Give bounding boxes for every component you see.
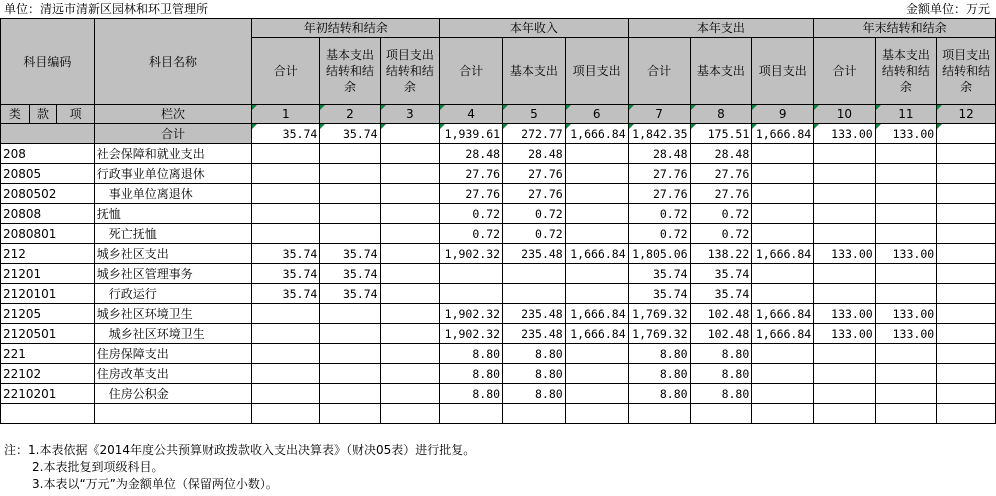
amount-cell xyxy=(565,264,628,284)
note-line: 3.本表以“万元”为金额单位（保留两位小数）。 xyxy=(32,477,278,491)
amount-cell xyxy=(320,164,380,184)
amount-cell xyxy=(814,364,875,384)
amount-cell xyxy=(252,324,320,344)
amount-cell xyxy=(252,224,320,244)
amount-cell xyxy=(937,224,996,244)
subject-code-cell: 21205 xyxy=(1,304,95,324)
amount-cell xyxy=(440,284,503,304)
group-header-income: 本年收入 xyxy=(440,19,628,38)
amount-cell: 8.80 xyxy=(503,364,566,384)
amount-cell: 235.48 xyxy=(503,244,566,264)
amount-cell: 133.00 xyxy=(875,304,936,324)
amount-cell xyxy=(565,224,628,244)
amount-cell: 27.76 xyxy=(440,184,503,204)
subject-name-cell: 城乡社区环境卫生 xyxy=(94,304,251,324)
col-header-begin-basic: 基本支出结转和结余 xyxy=(320,38,380,105)
total-row-code xyxy=(1,124,95,144)
amount-cell xyxy=(875,204,936,224)
amount-cell xyxy=(320,224,380,244)
subject-name-cell: 城乡社区环境卫生 xyxy=(94,324,251,344)
subject-code-cell: 20805 xyxy=(1,164,95,184)
amount-cell xyxy=(752,384,814,404)
group-header-begin: 年初结转和结余 xyxy=(252,19,440,38)
amount-cell: 35.74 xyxy=(252,284,320,304)
amount-cell: 35.74 xyxy=(320,264,380,284)
amount-cell xyxy=(875,404,936,424)
amount-cell: 27.76 xyxy=(440,164,503,184)
col-header-code: 科目编码 xyxy=(1,19,95,105)
amount-cell xyxy=(380,364,440,384)
col-header-expense-total: 合计 xyxy=(628,38,690,105)
amount-cell: 1,902.32 xyxy=(440,304,503,324)
col-number-cell: 2 xyxy=(320,105,380,124)
amount-cell: 28.48 xyxy=(503,144,566,164)
amount-cell: 27.76 xyxy=(628,184,690,204)
amount-cell: 0.72 xyxy=(690,224,752,244)
col-number-cell: 3 xyxy=(380,105,440,124)
amount-cell xyxy=(380,404,440,424)
amount-cell: 27.76 xyxy=(503,184,566,204)
col-header-income-total: 合计 xyxy=(440,38,503,105)
amount-cell: 1,666.84 xyxy=(565,304,628,324)
amount-cell xyxy=(252,364,320,384)
col-number-cell: 4 xyxy=(440,105,503,124)
amount-cell xyxy=(380,264,440,284)
col-number-cell: 1 xyxy=(252,105,320,124)
amount-cell: 133.00 xyxy=(814,244,875,264)
amount-cell xyxy=(252,164,320,184)
amount-cell xyxy=(252,384,320,404)
subject-name-cell: 事业单位离退休 xyxy=(94,184,251,204)
amount-cell xyxy=(380,384,440,404)
amount-cell xyxy=(380,204,440,224)
amount-cell: 8.80 xyxy=(440,384,503,404)
amount-cell xyxy=(875,344,936,364)
amount-cell xyxy=(503,284,566,304)
table-row xyxy=(1,304,996,324)
col-header-begin-project: 项目支出结转和结余 xyxy=(380,38,440,105)
amount-cell: 235.48 xyxy=(503,304,566,324)
amount-cell xyxy=(440,404,503,424)
amount-cell: 8.80 xyxy=(440,364,503,384)
amount-cell xyxy=(503,264,566,284)
amount-cell: 1,666.84 xyxy=(565,324,628,344)
amount-cell xyxy=(320,144,380,164)
table-row xyxy=(1,384,996,404)
table-row xyxy=(1,284,996,304)
subject-name-cell: 死亡抚恤 xyxy=(94,224,251,244)
amount-cell: 8.80 xyxy=(628,364,690,384)
amount-cell: 1,666.84 xyxy=(565,244,628,264)
subject-name-cell: 抚恤 xyxy=(94,204,251,224)
amount-cell xyxy=(814,184,875,204)
amount-cell xyxy=(752,184,814,204)
subject-code-cell: 2080502 xyxy=(1,184,95,204)
amount-cell xyxy=(937,324,996,344)
amount-cell xyxy=(565,164,628,184)
amount-cell xyxy=(565,384,628,404)
amount-cell: 28.48 xyxy=(628,144,690,164)
amount-cell xyxy=(565,344,628,364)
amount-cell xyxy=(875,384,936,404)
col-header-end-project: 项目支出结转和结余 xyxy=(937,38,996,105)
money-unit-label: 金额单位：万元 xyxy=(905,2,990,16)
amount-cell xyxy=(875,264,936,284)
amount-cell: 0.72 xyxy=(440,204,503,224)
subject-code-cell: 2080801 xyxy=(1,224,95,244)
amount-cell: 35.74 xyxy=(320,244,380,264)
col-header-income-project: 项目支出 xyxy=(565,38,628,105)
amount-cell xyxy=(875,144,936,164)
col-header-lei: 类 xyxy=(1,105,30,124)
amount-cell xyxy=(252,144,320,164)
amount-cell: 133.00 xyxy=(814,304,875,324)
subject-name-cell: 住房保障支出 xyxy=(94,344,251,364)
group-header-end: 年末结转和结余 xyxy=(814,19,996,38)
amount-cell: 1,666.84 xyxy=(752,324,814,344)
table-row xyxy=(1,244,996,264)
subject-code-cell: 2120501 xyxy=(1,324,95,344)
amount-cell xyxy=(380,244,440,264)
amount-cell xyxy=(380,284,440,304)
amount-cell: 1,769.32 xyxy=(628,304,690,324)
amount-cell: 27.76 xyxy=(690,164,752,184)
col-number-cell: 8 xyxy=(690,105,752,124)
total-cell: 175.51 xyxy=(690,124,752,144)
table-row xyxy=(1,344,996,364)
amount-cell xyxy=(875,284,936,304)
total-cell: 35.74 xyxy=(252,124,320,144)
table-row xyxy=(1,204,996,224)
amount-cell xyxy=(320,184,380,204)
amount-cell: 8.80 xyxy=(503,384,566,404)
amount-cell: 0.72 xyxy=(503,204,566,224)
amount-cell xyxy=(252,344,320,364)
amount-cell: 28.48 xyxy=(690,144,752,164)
amount-cell xyxy=(320,344,380,364)
subject-name-cell: 社会保障和就业支出 xyxy=(94,144,251,164)
total-cell: 1,666.84 xyxy=(565,124,628,144)
amount-cell xyxy=(814,384,875,404)
col-header-income-basic: 基本支出 xyxy=(503,38,566,105)
amount-cell xyxy=(440,264,503,284)
amount-cell: 35.74 xyxy=(252,264,320,284)
amount-cell xyxy=(814,264,875,284)
amount-cell: 0.72 xyxy=(628,204,690,224)
col-number-cell: 6 xyxy=(565,105,628,124)
amount-cell xyxy=(814,144,875,164)
subject-name-cell: 行政事业单位离退休 xyxy=(94,164,251,184)
col-header-expense-project: 项目支出 xyxy=(752,38,814,105)
amount-cell xyxy=(752,224,814,244)
amount-cell xyxy=(320,304,380,324)
amount-cell: 0.72 xyxy=(628,224,690,244)
amount-cell: 35.74 xyxy=(628,264,690,284)
col-number-cell: 7 xyxy=(628,105,690,124)
amount-cell: 102.48 xyxy=(690,304,752,324)
amount-cell: 35.74 xyxy=(252,244,320,264)
total-cell: 133.00 xyxy=(814,124,875,144)
total-cell xyxy=(380,124,440,144)
subject-name-cell xyxy=(94,404,251,424)
subject-code-cell: 2210201 xyxy=(1,384,95,404)
total-row xyxy=(1,124,996,144)
amount-cell: 35.74 xyxy=(628,284,690,304)
col-header-expense-basic: 基本支出 xyxy=(690,38,752,105)
col-header-end-total: 合计 xyxy=(814,38,875,105)
amount-cell xyxy=(320,364,380,384)
amount-cell xyxy=(937,204,996,224)
note-line: 注：1.本表依据《2014年度公共预算财政拨款收入支出决算表》（财决05表）进行批复。 xyxy=(4,443,476,457)
col-number-cell: 5 xyxy=(503,105,566,124)
amount-cell xyxy=(937,364,996,384)
amount-cell: 8.80 xyxy=(503,344,566,364)
subject-code-cell: 208 xyxy=(1,144,95,164)
amount-cell: 8.80 xyxy=(628,344,690,364)
amount-cell xyxy=(752,344,814,364)
amount-cell xyxy=(380,324,440,344)
header-row-groups xyxy=(1,19,996,38)
amount-cell xyxy=(752,144,814,164)
amount-cell: 8.80 xyxy=(440,344,503,364)
amount-cell xyxy=(380,144,440,164)
amount-cell xyxy=(937,244,996,264)
amount-cell: 27.76 xyxy=(690,184,752,204)
amount-cell xyxy=(752,284,814,304)
amount-cell xyxy=(565,364,628,384)
amount-cell xyxy=(565,204,628,224)
amount-cell xyxy=(814,284,875,304)
table-row xyxy=(1,164,996,184)
col-header-end-basic: 基本支出结转和结余 xyxy=(875,38,936,105)
amount-cell: 28.48 xyxy=(440,144,503,164)
amount-cell xyxy=(690,404,752,424)
amount-cell: 8.80 xyxy=(628,384,690,404)
group-header-expense: 本年支出 xyxy=(628,19,814,38)
subject-code-cell: 22102 xyxy=(1,364,95,384)
unit-label: 单位：清远市清新区园林和环卫管理所 xyxy=(4,2,209,16)
amount-cell xyxy=(380,164,440,184)
total-cell: 1,939.61 xyxy=(440,124,503,144)
subject-name-cell: 住房改革支出 xyxy=(94,364,251,384)
amount-cell: 102.48 xyxy=(690,324,752,344)
col-header-kuan: 款 xyxy=(29,105,57,124)
amount-cell: 235.48 xyxy=(503,324,566,344)
amount-cell xyxy=(752,404,814,424)
amount-cell xyxy=(752,264,814,284)
amount-cell xyxy=(752,164,814,184)
amount-cell xyxy=(875,224,936,244)
total-cell: 35.74 xyxy=(320,124,380,144)
amount-cell xyxy=(320,204,380,224)
amount-cell xyxy=(565,404,628,424)
amount-cell: 133.00 xyxy=(875,244,936,264)
total-cell: 133.00 xyxy=(875,124,936,144)
report-header xyxy=(0,0,996,18)
subject-code-cell xyxy=(1,404,95,424)
amount-cell: 8.80 xyxy=(690,384,752,404)
subject-code-cell: 2120101 xyxy=(1,284,95,304)
amount-cell xyxy=(875,364,936,384)
subject-name-cell: 城乡社区支出 xyxy=(94,244,251,264)
amount-cell: 8.80 xyxy=(690,344,752,364)
col-header-xiang: 项 xyxy=(57,105,94,124)
subject-name-cell: 城乡社区管理事务 xyxy=(94,264,251,284)
subject-code-cell: 21201 xyxy=(1,264,95,284)
total-row-label: 合计 xyxy=(94,124,251,144)
col-header-name: 科目名称 xyxy=(94,19,251,105)
amount-cell xyxy=(875,184,936,204)
amount-cell xyxy=(814,404,875,424)
total-cell xyxy=(937,124,996,144)
amount-cell xyxy=(320,404,380,424)
amount-cell xyxy=(380,224,440,244)
amount-cell xyxy=(937,164,996,184)
table-row xyxy=(1,144,996,164)
amount-cell xyxy=(937,264,996,284)
amount-cell xyxy=(503,404,566,424)
amount-cell xyxy=(252,204,320,224)
amount-cell xyxy=(380,304,440,324)
subject-name-cell: 行政运行 xyxy=(94,284,251,304)
amount-cell xyxy=(752,204,814,224)
amount-cell: 35.74 xyxy=(320,284,380,304)
amount-cell xyxy=(937,344,996,364)
amount-cell: 133.00 xyxy=(875,324,936,344)
header-row-column-numbers xyxy=(1,105,996,124)
amount-cell: 27.76 xyxy=(503,164,566,184)
amount-cell xyxy=(252,304,320,324)
amount-cell xyxy=(565,144,628,164)
total-cell: 1,666.84 xyxy=(752,124,814,144)
amount-cell: 1,666.84 xyxy=(752,244,814,264)
amount-cell xyxy=(320,384,380,404)
amount-cell xyxy=(937,304,996,324)
table-row xyxy=(1,184,996,204)
amount-cell: 35.74 xyxy=(690,284,752,304)
subject-code-cell: 221 xyxy=(1,344,95,364)
total-cell: 272.77 xyxy=(503,124,566,144)
amount-cell xyxy=(814,204,875,224)
amount-cell: 0.72 xyxy=(690,204,752,224)
amount-cell: 1,902.32 xyxy=(440,244,503,264)
table-row xyxy=(1,224,996,244)
amount-cell: 27.76 xyxy=(628,164,690,184)
amount-cell xyxy=(252,404,320,424)
subject-name-cell: 住房公积金 xyxy=(94,384,251,404)
amount-cell: 133.00 xyxy=(814,324,875,344)
amount-cell xyxy=(628,404,690,424)
amount-cell: 8.80 xyxy=(690,364,752,384)
amount-cell xyxy=(937,144,996,164)
col-number-cell: 10 xyxy=(814,105,875,124)
amount-cell xyxy=(814,344,875,364)
col-number-cell: 12 xyxy=(937,105,996,124)
amount-cell: 1,902.32 xyxy=(440,324,503,344)
amount-cell: 1,805.06 xyxy=(628,244,690,264)
amount-cell xyxy=(380,184,440,204)
notes-section xyxy=(4,442,475,493)
amount-cell xyxy=(320,324,380,344)
amount-cell xyxy=(937,284,996,304)
amount-cell: 0.72 xyxy=(503,224,566,244)
col-header-lanci: 栏次 xyxy=(94,105,251,124)
amount-cell xyxy=(565,284,628,304)
amount-cell xyxy=(875,164,936,184)
total-cell: 1,842.35 xyxy=(628,124,690,144)
amount-cell xyxy=(814,164,875,184)
amount-cell: 1,769.32 xyxy=(628,324,690,344)
amount-cell xyxy=(565,184,628,204)
subject-code-cell: 212 xyxy=(1,244,95,264)
settlement-table xyxy=(0,18,996,424)
amount-cell xyxy=(937,184,996,204)
amount-cell: 1,666.84 xyxy=(752,304,814,324)
amount-cell xyxy=(752,364,814,384)
col-number-cell: 11 xyxy=(875,105,936,124)
amount-cell xyxy=(380,344,440,364)
amount-cell xyxy=(937,404,996,424)
amount-cell: 35.74 xyxy=(690,264,752,284)
amount-cell: 138.22 xyxy=(690,244,752,264)
amount-cell: 0.72 xyxy=(440,224,503,244)
table-row xyxy=(1,404,996,424)
amount-cell xyxy=(252,184,320,204)
table-row xyxy=(1,324,996,344)
note-line: 2.本表批复到项级科目。 xyxy=(32,460,164,474)
col-header-begin-total: 合计 xyxy=(252,38,320,105)
table-row xyxy=(1,264,996,284)
amount-cell xyxy=(937,384,996,404)
amount-cell xyxy=(814,224,875,244)
subject-code-cell: 20808 xyxy=(1,204,95,224)
table-row xyxy=(1,364,996,384)
col-number-cell: 9 xyxy=(752,105,814,124)
